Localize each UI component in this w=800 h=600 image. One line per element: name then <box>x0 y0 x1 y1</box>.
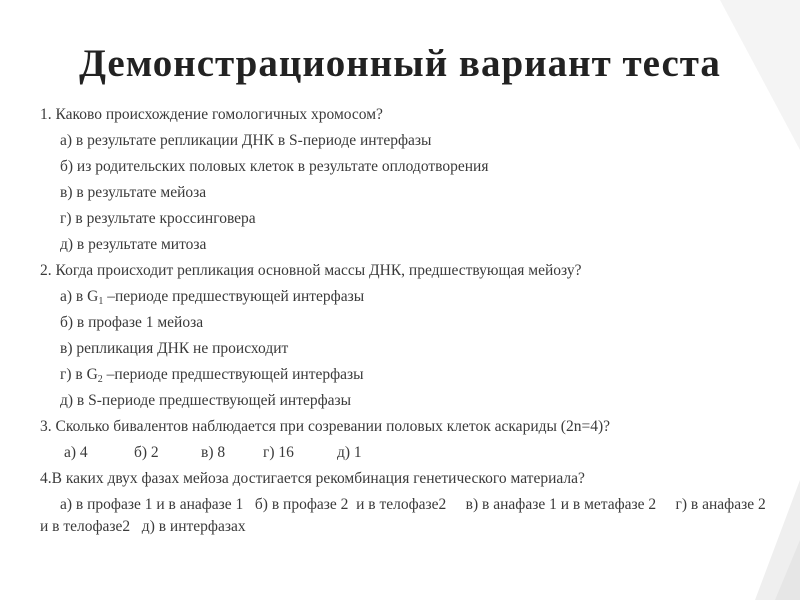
answer-2a-subscript: 1 <box>98 296 104 307</box>
option-3e: д) 1 <box>337 444 362 461</box>
answer-4-options: а) в профазе 1 и в анафазе 1 б) в профазе 2 и в телофазе2 в) в анафазе 1 и в метафазе 2 г) в анафазе 2 и в телофазе2 д) в интерфазах <box>40 496 770 535</box>
answer-2c: в) репликация ДНК не происходит <box>60 340 289 357</box>
option-3c: в) 8 <box>201 444 226 461</box>
option-3b: б) 2 <box>134 444 159 461</box>
question-2: 2. Когда происходит репликация основной массы ДНК, предшествующая мейозу? <box>40 262 582 279</box>
answer-1e: д) в результате митоза <box>60 236 207 253</box>
answer-2d <box>40 362 770 388</box>
answer-1c: в) в результате мейоза <box>60 184 207 201</box>
option-3a: а) 4 <box>64 444 88 461</box>
answer-2d-text-end: –периоде предшествующей интерфазы <box>102 366 364 383</box>
question-1: 1. Каково происхождение гомологичных хромосом? <box>40 106 383 123</box>
option-3d: г) 16 <box>263 444 294 461</box>
question-4: 4.В каких двух фазах мейоза достигается рекомбинация генетического материала? <box>40 470 585 487</box>
test-content <box>40 102 770 538</box>
answer-1b: б) из родительских половых клеток в результате оплодотворения <box>60 158 489 175</box>
page-title: Демонстрационный вариант теста <box>79 42 721 85</box>
answer-1d: г) в результате кроссинговера <box>60 210 256 227</box>
answer-2e: д) в S-периоде предшествующей интерфазы <box>60 392 352 409</box>
answer-2a <box>40 284 770 310</box>
corner-decoration-bottom-inner <box>775 540 800 600</box>
answer-2a-text: а) в G <box>60 288 99 305</box>
answer-2b: б) в профазе 1 мейоза <box>60 314 204 331</box>
answer-2a-text-end: –периоде предшествующей интерфазы <box>103 288 365 305</box>
answer-2d-text: г) в G <box>60 366 98 383</box>
answer-2d-subscript: 2 <box>97 374 103 385</box>
answer-3-options <box>40 440 770 466</box>
question-3: 3. Сколько бивалентов наблюдается при созревании половых клеток аскариды (2n=4)? <box>40 418 610 435</box>
answer-1a: а) в результате репликации ДНК в S-периоде интерфазы <box>60 132 432 149</box>
